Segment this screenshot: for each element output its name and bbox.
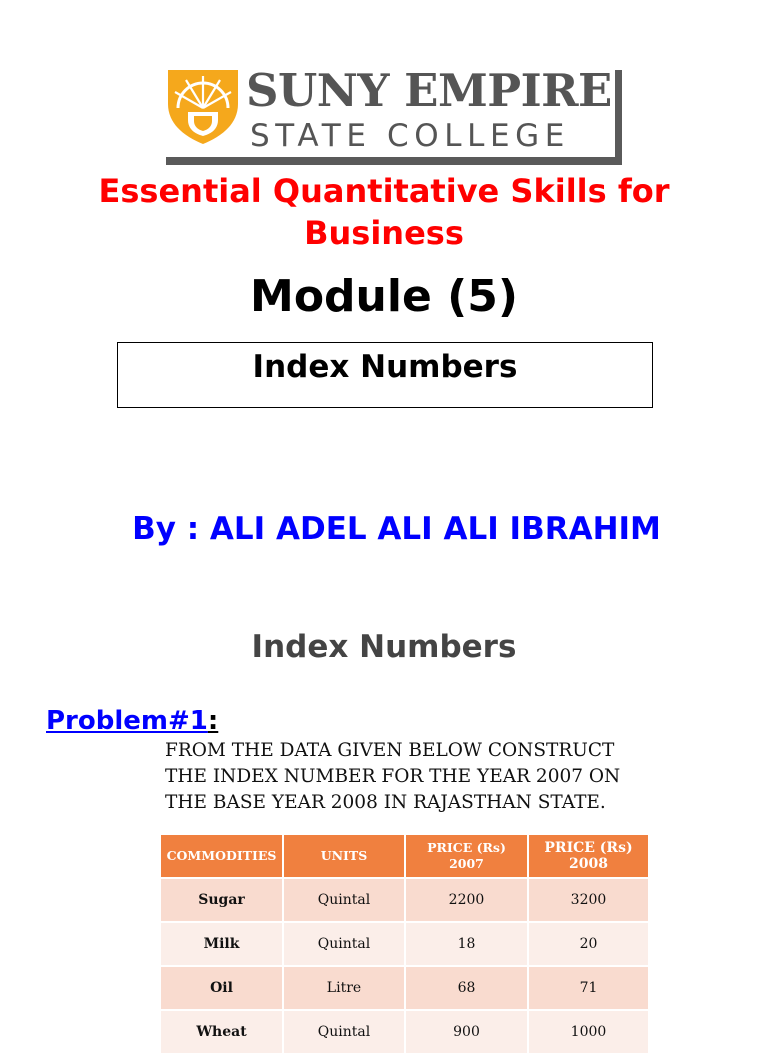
cell-commodity: Milk — [160, 922, 283, 966]
cell-price-2007: 2200 — [405, 878, 528, 922]
cell-price-2007: 900 — [405, 1010, 528, 1054]
section-title: Index Numbers — [251, 629, 517, 665]
table-header-row — [160, 834, 649, 878]
cell-price-2008: 71 — [528, 966, 649, 1010]
problem-label: Problem#1 — [46, 706, 208, 736]
topic-title: Index Numbers — [252, 349, 518, 385]
table-row — [160, 922, 649, 966]
cell-price-2008: 3200 — [528, 878, 649, 922]
statement-line: FROM THE DATA GIVEN BELOW CONSTRUCT — [165, 740, 615, 761]
logo-line-1: SUNY EMPIRE — [246, 64, 612, 117]
cell-commodity: Sugar — [160, 878, 283, 922]
header-price-2007 — [405, 834, 528, 878]
logo-frame-bottom — [166, 157, 622, 165]
header-units: UNITS — [283, 834, 405, 878]
price-table — [159, 833, 650, 1055]
statement-line: THE INDEX NUMBER FOR THE YEAR 2007 ON — [165, 766, 621, 787]
cell-price-2007: 68 — [405, 966, 528, 1010]
header-price-2008 — [528, 834, 649, 878]
course-title: Essential Quantitative Skills for Business — [98, 172, 670, 252]
statement-line: THE BASE YEAR 2008 IN RAJASTHAN STATE. — [165, 792, 606, 813]
problem-statement — [165, 738, 645, 816]
shield-emblem-icon — [166, 68, 240, 146]
cell-price-2008: 20 — [528, 922, 649, 966]
author-line: By : ALI ADEL ALI ALI IBRAHIM — [132, 511, 661, 547]
logo-frame-right — [615, 70, 622, 164]
cell-unit: Quintal — [283, 922, 405, 966]
cell-commodity: Wheat — [160, 1010, 283, 1054]
cell-unit: Litre — [283, 966, 405, 1010]
problem-heading — [46, 702, 232, 740]
cell-unit: Quintal — [283, 878, 405, 922]
table-row — [160, 966, 649, 1010]
cell-unit: Quintal — [283, 1010, 405, 1054]
header-year: 2007 — [449, 856, 484, 871]
problem-colon: : — [207, 706, 219, 736]
cell-price-2007: 18 — [405, 922, 528, 966]
header-price-label: PRICE (Rs) — [544, 840, 633, 856]
cell-commodity: Oil — [160, 966, 283, 1010]
table-row — [160, 878, 649, 922]
module-heading: Module (5) — [250, 271, 518, 322]
header-commodities: COMMODITIES — [160, 834, 283, 878]
cell-price-2008: 1000 — [528, 1010, 649, 1054]
table-row — [160, 1010, 649, 1054]
logo-line-2: STATE COLLEGE — [250, 118, 570, 154]
header-year: 2008 — [569, 856, 608, 872]
header-price-label: PRICE (Rs) — [427, 840, 506, 855]
college-logo — [166, 64, 622, 166]
